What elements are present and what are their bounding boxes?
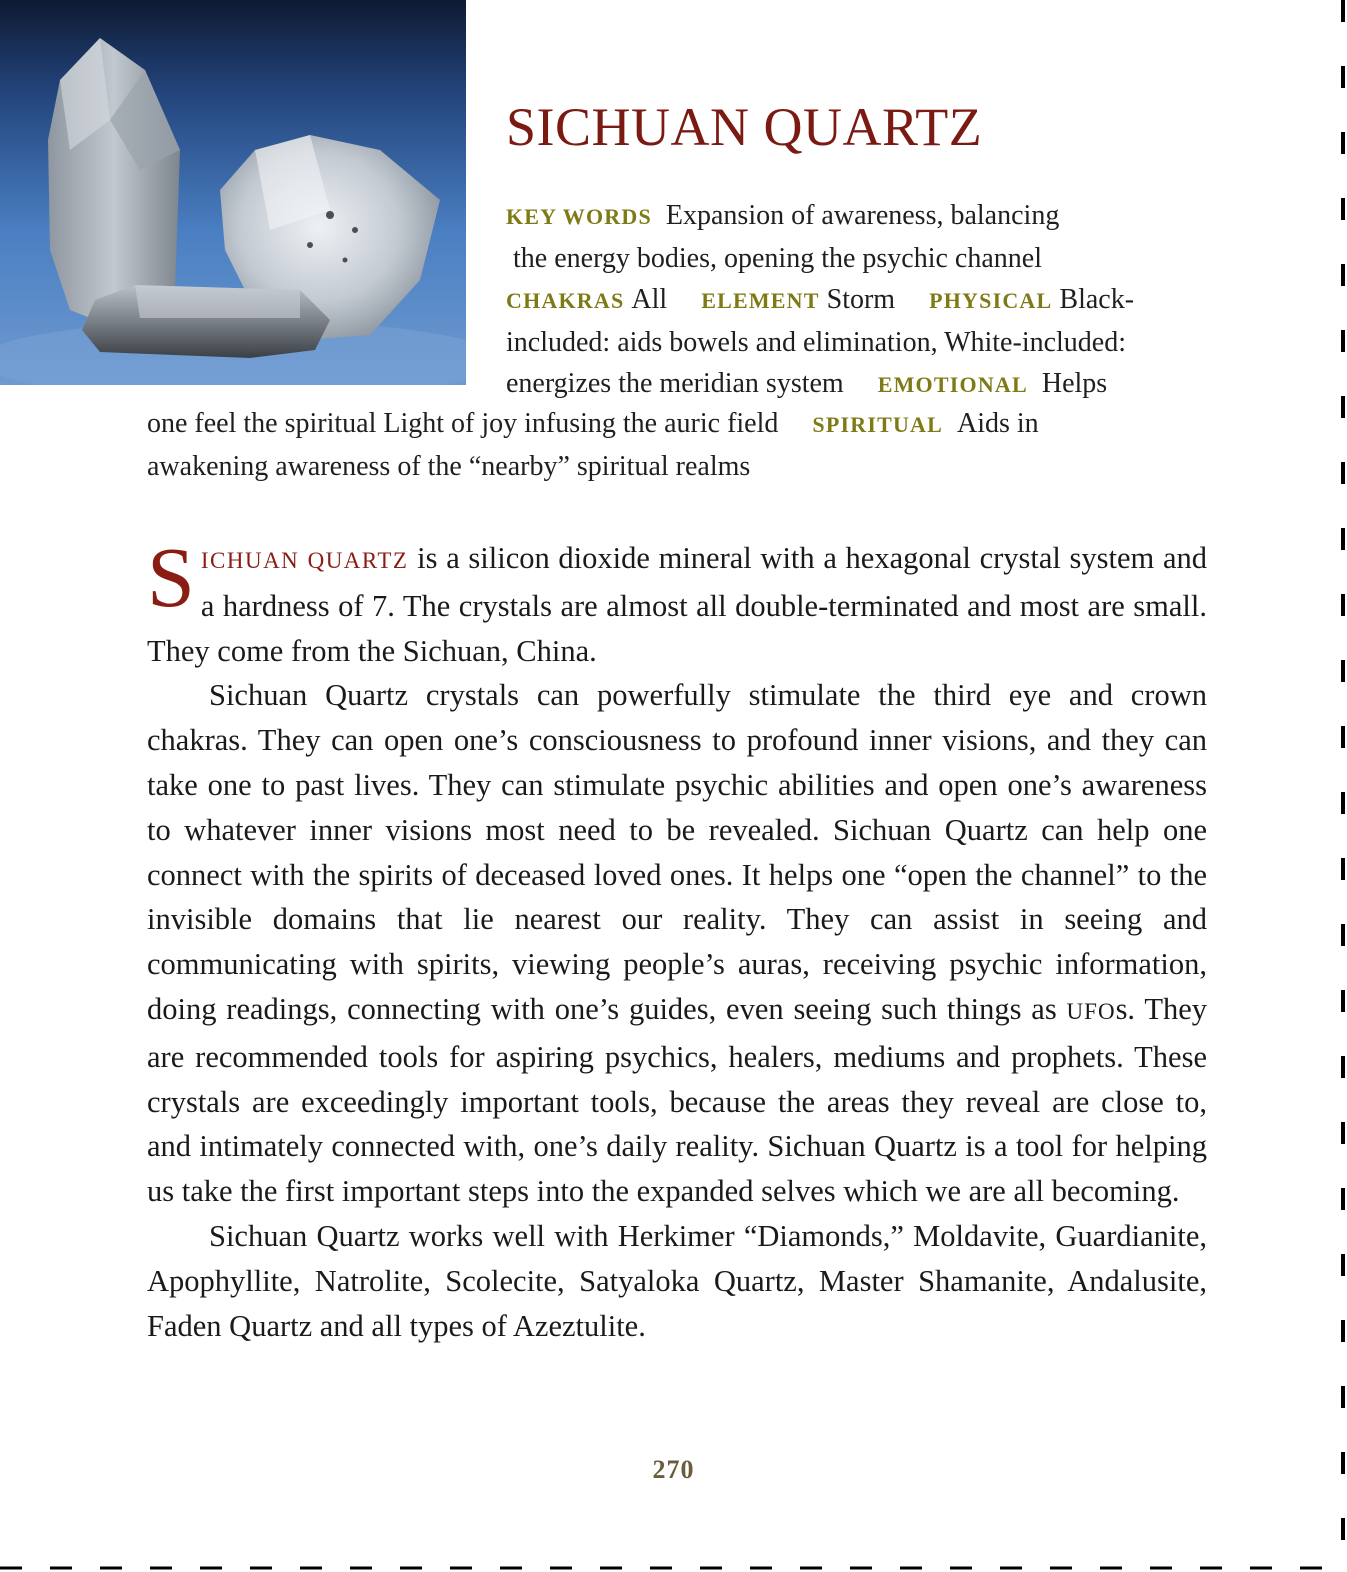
chakras-value: All	[631, 284, 668, 315]
paragraph-1-text: is a silicon dioxide mineral with a hexagonal crystal system and a hardness of 7. The crystals are almost all double-terminated and most are small. They come from the Sichuan, China.	[147, 541, 1207, 668]
drop-cap: S	[147, 529, 195, 625]
crystal-photo	[0, 0, 466, 385]
emotional-value-line1: Helps	[1041, 368, 1108, 399]
page-title: SICHUAN QUARTZ	[506, 97, 983, 157]
paragraph-3: Sichuan Quartz works well with Herkimer “Diamonds,” Moldavite, Guardianite, Apophyllite, Natrolite, Scolecite, Satyaloka Quartz, Master Shamanite, Andalusite, Faden Quartz and all types of Azeztulite.	[147, 1218, 1207, 1343]
paragraph-2	[147, 673, 1207, 1214]
paragraph-2-text-before: Sichuan Quartz crystals can powerfully stimulate the third eye and crown chakras. They can open one’s consciousness to profound inner visions, and they can take one to past lives. They can stimulate psychic abilities and open one’s awareness to whatever inner visions most need to be revealed. Sichuan Quartz can help one connect with the spirits of deceased loved ones. It helps one “open the channel” to the invisible domains that lie nearest our reality. They can assist in seeing and communicating with spirits, viewing people’s auras, receiving psychic information, doing readings, connecting with one’s guides, even seeing such things as	[147, 678, 1207, 1026]
physical-label: PHYSICAL	[929, 288, 1053, 313]
chakras-label: CHAKRAS	[506, 288, 625, 313]
key-words-value-line2: the energy bodies, opening the psychic channel	[513, 242, 1042, 274]
paragraph-1	[147, 529, 1207, 673]
body-text	[147, 529, 1207, 1348]
spiritual-value-line1: Aids in	[957, 408, 1039, 439]
physical-value-line2: included: aids bowels and elimination, White-included:	[506, 326, 1127, 358]
right-edge-dashes	[1339, 0, 1347, 1572]
emotional-label: EMOTIONAL	[877, 372, 1028, 397]
lead-smallcaps: ICHUAN QUARTZ	[200, 548, 409, 573]
paragraph-2-smallcaps: UFO	[1066, 998, 1116, 1024]
properties-block-wide	[147, 403, 1227, 487]
element-label: ELEMENT	[701, 288, 820, 313]
spiritual-value-line2: awakening awareness of the “nearby” spiritual realms	[147, 450, 751, 482]
page-number: 270	[652, 1455, 695, 1484]
spiritual-label: SPIRITUAL	[812, 412, 943, 437]
emotional-value-line2: one feel the spiritual Light of joy infusing the auric field	[147, 408, 779, 439]
bottom-edge-dashes	[0, 1562, 1347, 1572]
element-value: Storm	[826, 284, 896, 315]
physical-value-line1: Black-	[1059, 284, 1135, 315]
paragraph-2-text-after: s. They are recommended tools for aspiring psychics, healers, mediums and prophets. These crystals are exceedingly important tools, because the areas they reveal are close to, and intimately connected with, one’s daily reality. Sichuan Quartz is a tool for helping us take the first important steps into the expanded selves which we are all becoming.	[147, 991, 1207, 1209]
properties-block	[506, 195, 1226, 406]
key-words-value-line1: Expansion of awareness, balancing	[665, 200, 1060, 231]
key-words-label: KEY WORDS	[506, 204, 652, 229]
physical-value-line3: energizes the meridian system	[506, 368, 844, 399]
